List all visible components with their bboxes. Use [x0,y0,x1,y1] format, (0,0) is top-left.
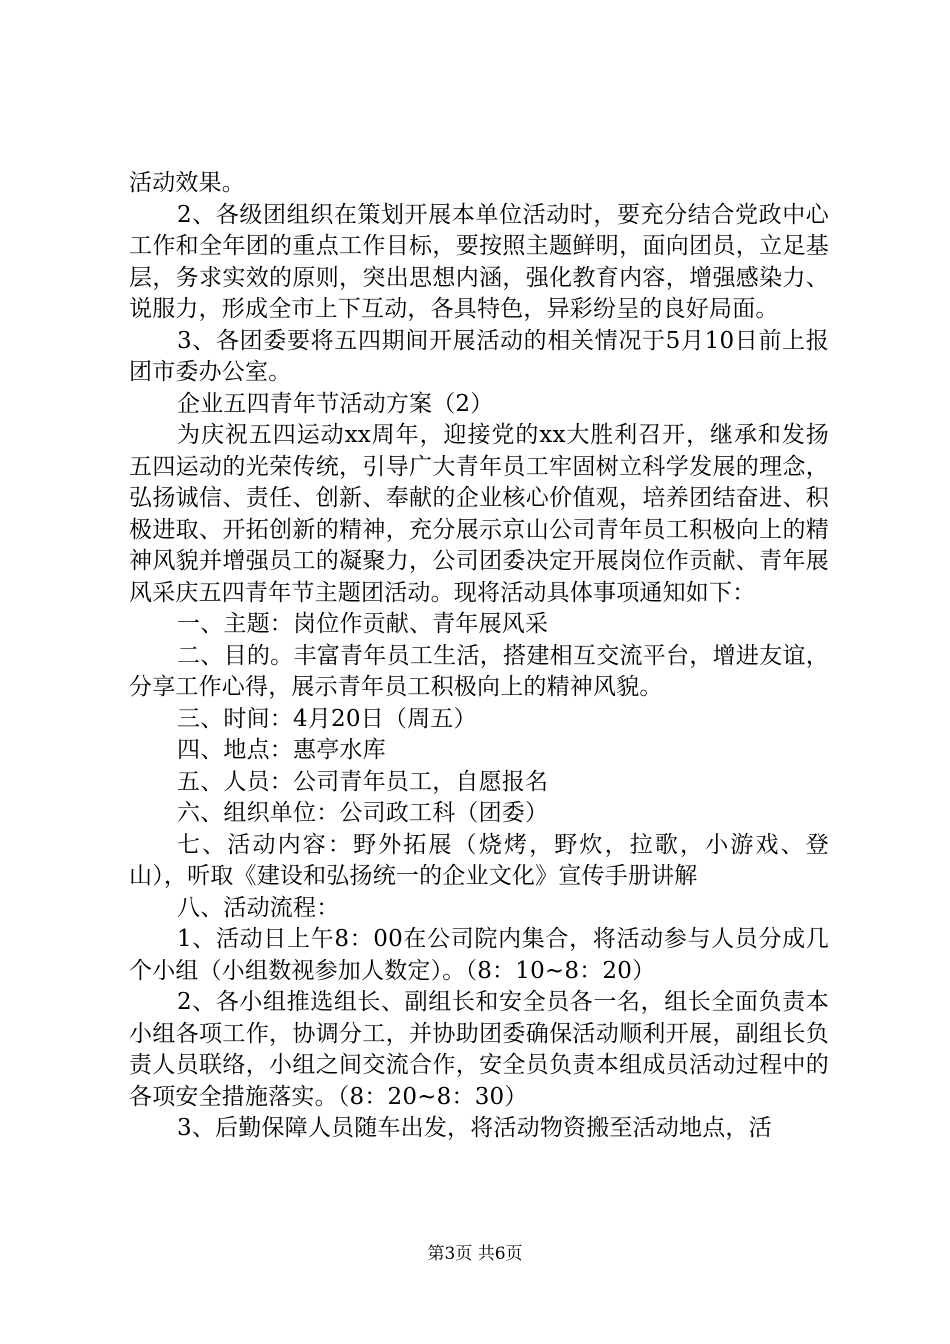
paragraph: 2、各小组推选组长、副组长和安全员各一名，组长全面负责本小组各项工作，协调分工，并协助团委确保活动顺利开展，副组长负责人员联络，小组之间交流合作，安全员负责本组成员活动过程中的各项安全措施落实。（8：20~8：30） [129,989,829,1110]
paragraph: 二、目的。丰富青年员工生活，搭建相互交流平台，增进友谊，分享工作心得，展示青年员工积极向上的精神风貌。 [129,642,829,700]
paragraph: 1、活动日上午8：00在公司院内集合，将活动参与人员分成几个小组（小组数视参加人数定）。（8：10~8：20） [129,926,829,984]
paragraph: 三、时间：4月20日（周五） [177,705,477,732]
paragraph: 3、各团委要将五四期间开展活动的相关情况于5月10日前上报团市委办公室。 [129,327,829,385]
paragraph: 八、活动流程： [177,894,340,921]
paragraph: 七、活动内容：野外拓展（烧烤，野炊，拉歌，小游戏、登山），听取《建设和弘扬统一的企业文化》宣传手册讲解 [129,831,829,889]
paragraph: 企业五四青年节活动方案（2） [177,390,494,417]
paragraph: 3、后勤保障人员随车出发，将活动物资搬至活动地点，活 [177,1115,772,1141]
paragraph: 2、各级团组织在策划开展本单位活动时，要充分结合党政中心工作和全年团的重点工作目标，要按照主题鲜明，面向团员，立足基层，务求实效的原则，突出思想内涵，强化教育内容，增强感染力、说服力，形成全市上下互动，各具特色，异彩纷呈的良好局面。 [129,201,829,322]
paragraph: 四、地点：惠亭水库 [177,737,386,763]
paragraph: 活动效果。 [129,170,245,196]
document-body [129,168,829,1145]
page-footer: 第3页 共6页 [427,1244,523,1264]
paragraph: 五、人员：公司青年员工，自愿报名 [177,768,549,795]
paragraph: 一、主题：岗位作贡献、青年展风采 [177,611,549,637]
paragraph: 为庆祝五四运动xx周年，迎接党的xx大胜利召开，继承和发扬五四运动的光荣传统，引导广大青年员工牢固树立科学发展的理念，弘扬诚信、责任、创新、奉献的企业核心价值观，培养团结奋进、积极进取、开拓创新的精神，充分展示京山公司青年员工积极向上的精神风貌并增强员工的凝聚力，公司团委决定开展岗位作贡献、青年展风采庆五四青年节主题团活动。现将活动具体事项通知如下： [129,422,829,606]
paragraph: 六、组织单位：公司政工科（团委） [177,800,549,826]
